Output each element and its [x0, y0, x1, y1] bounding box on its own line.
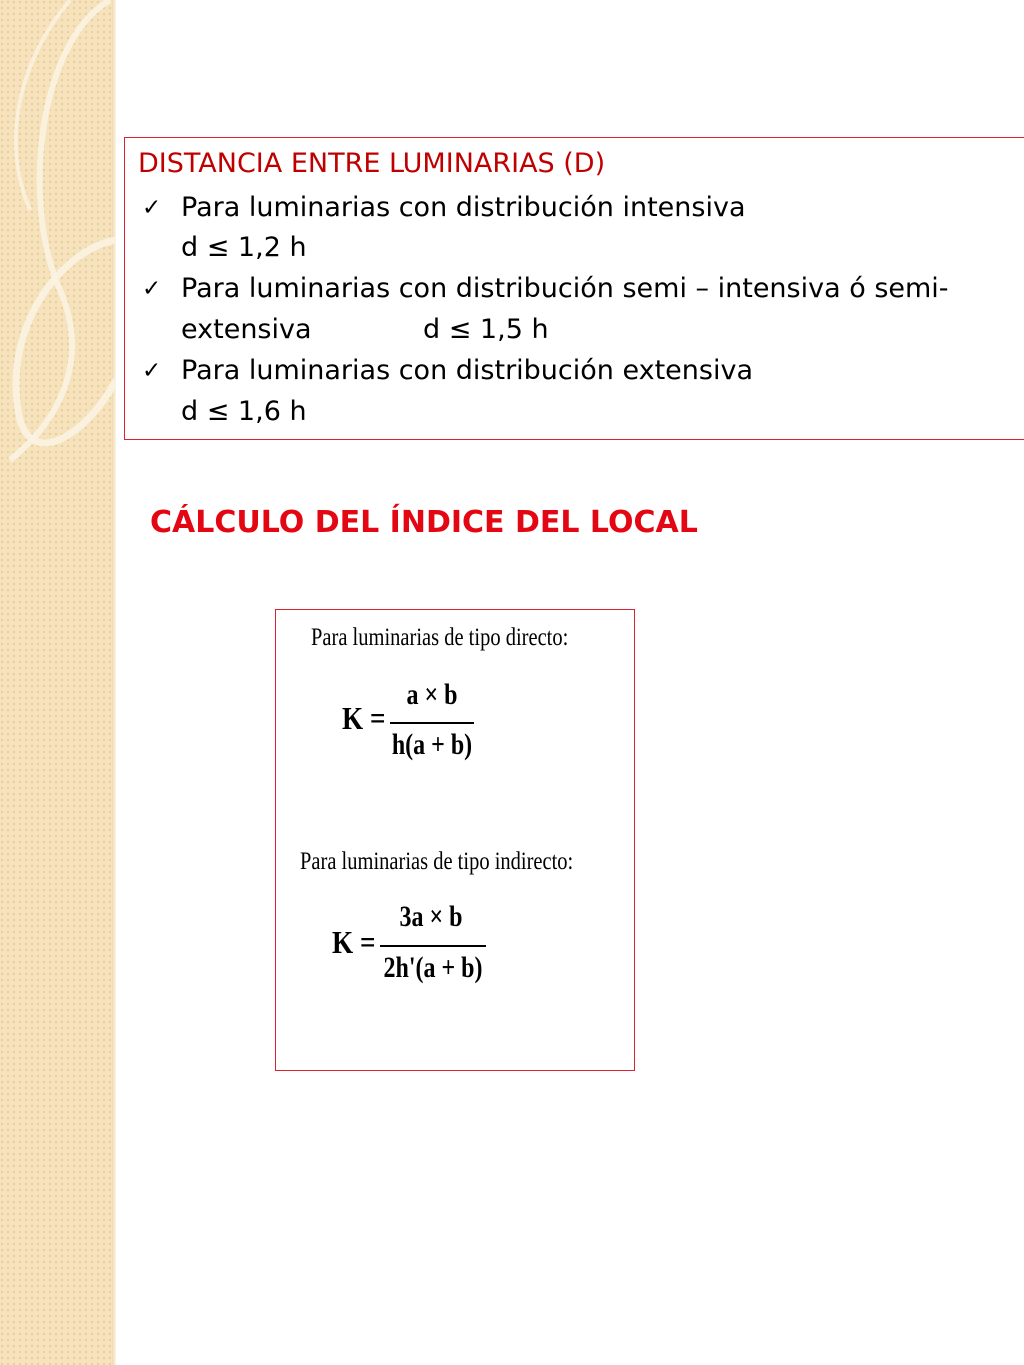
decorative-swirls: [0, 0, 116, 520]
formula-indirect-label: Para luminarias de tipo indirecto:: [300, 848, 574, 875]
rule-extensive: d ≤ 1,6 h: [181, 396, 307, 427]
formula-direct-label: Para luminarias de tipo directo:: [311, 624, 569, 651]
formula-direct-denominator: h(a + b): [391, 728, 473, 761]
formula-direct-fraction-bar: [390, 722, 474, 724]
checkmark-icon: ✓: [142, 276, 162, 302]
formula-direct-lhs: K =: [342, 700, 386, 736]
box-title: DISTANCIA ENTRE LUMINARIAS (D): [138, 148, 606, 179]
checkmark-icon: ✓: [142, 195, 162, 221]
bullet-item-extensive: Para luminarias con distribución extensiva: [181, 355, 753, 386]
formula-indirect-numerator: 3a × b: [399, 900, 463, 933]
rule-intensive: d ≤ 1,2 h: [181, 232, 307, 263]
formula-indirect-denominator: 2h'(a + b): [383, 951, 483, 984]
bullet-item-intensive: Para luminarias con distribución intensiva: [181, 192, 746, 223]
rule-semi-intensive: d ≤ 1,5 h: [423, 314, 549, 345]
bullet-item-semi-intensive-continuation: extensiva: [181, 314, 312, 345]
formula-indirect-lhs: K =: [332, 924, 376, 960]
formula-indirect-fraction-bar: [380, 945, 486, 947]
bullet-item-semi-intensive: Para luminarias con distribución semi – intensiva ó semi-: [181, 273, 949, 304]
section-heading: CÁLCULO DEL ÍNDICE DEL LOCAL: [150, 505, 698, 540]
checkmark-icon: ✓: [142, 358, 162, 384]
formula-direct-numerator: a × b: [406, 678, 458, 711]
